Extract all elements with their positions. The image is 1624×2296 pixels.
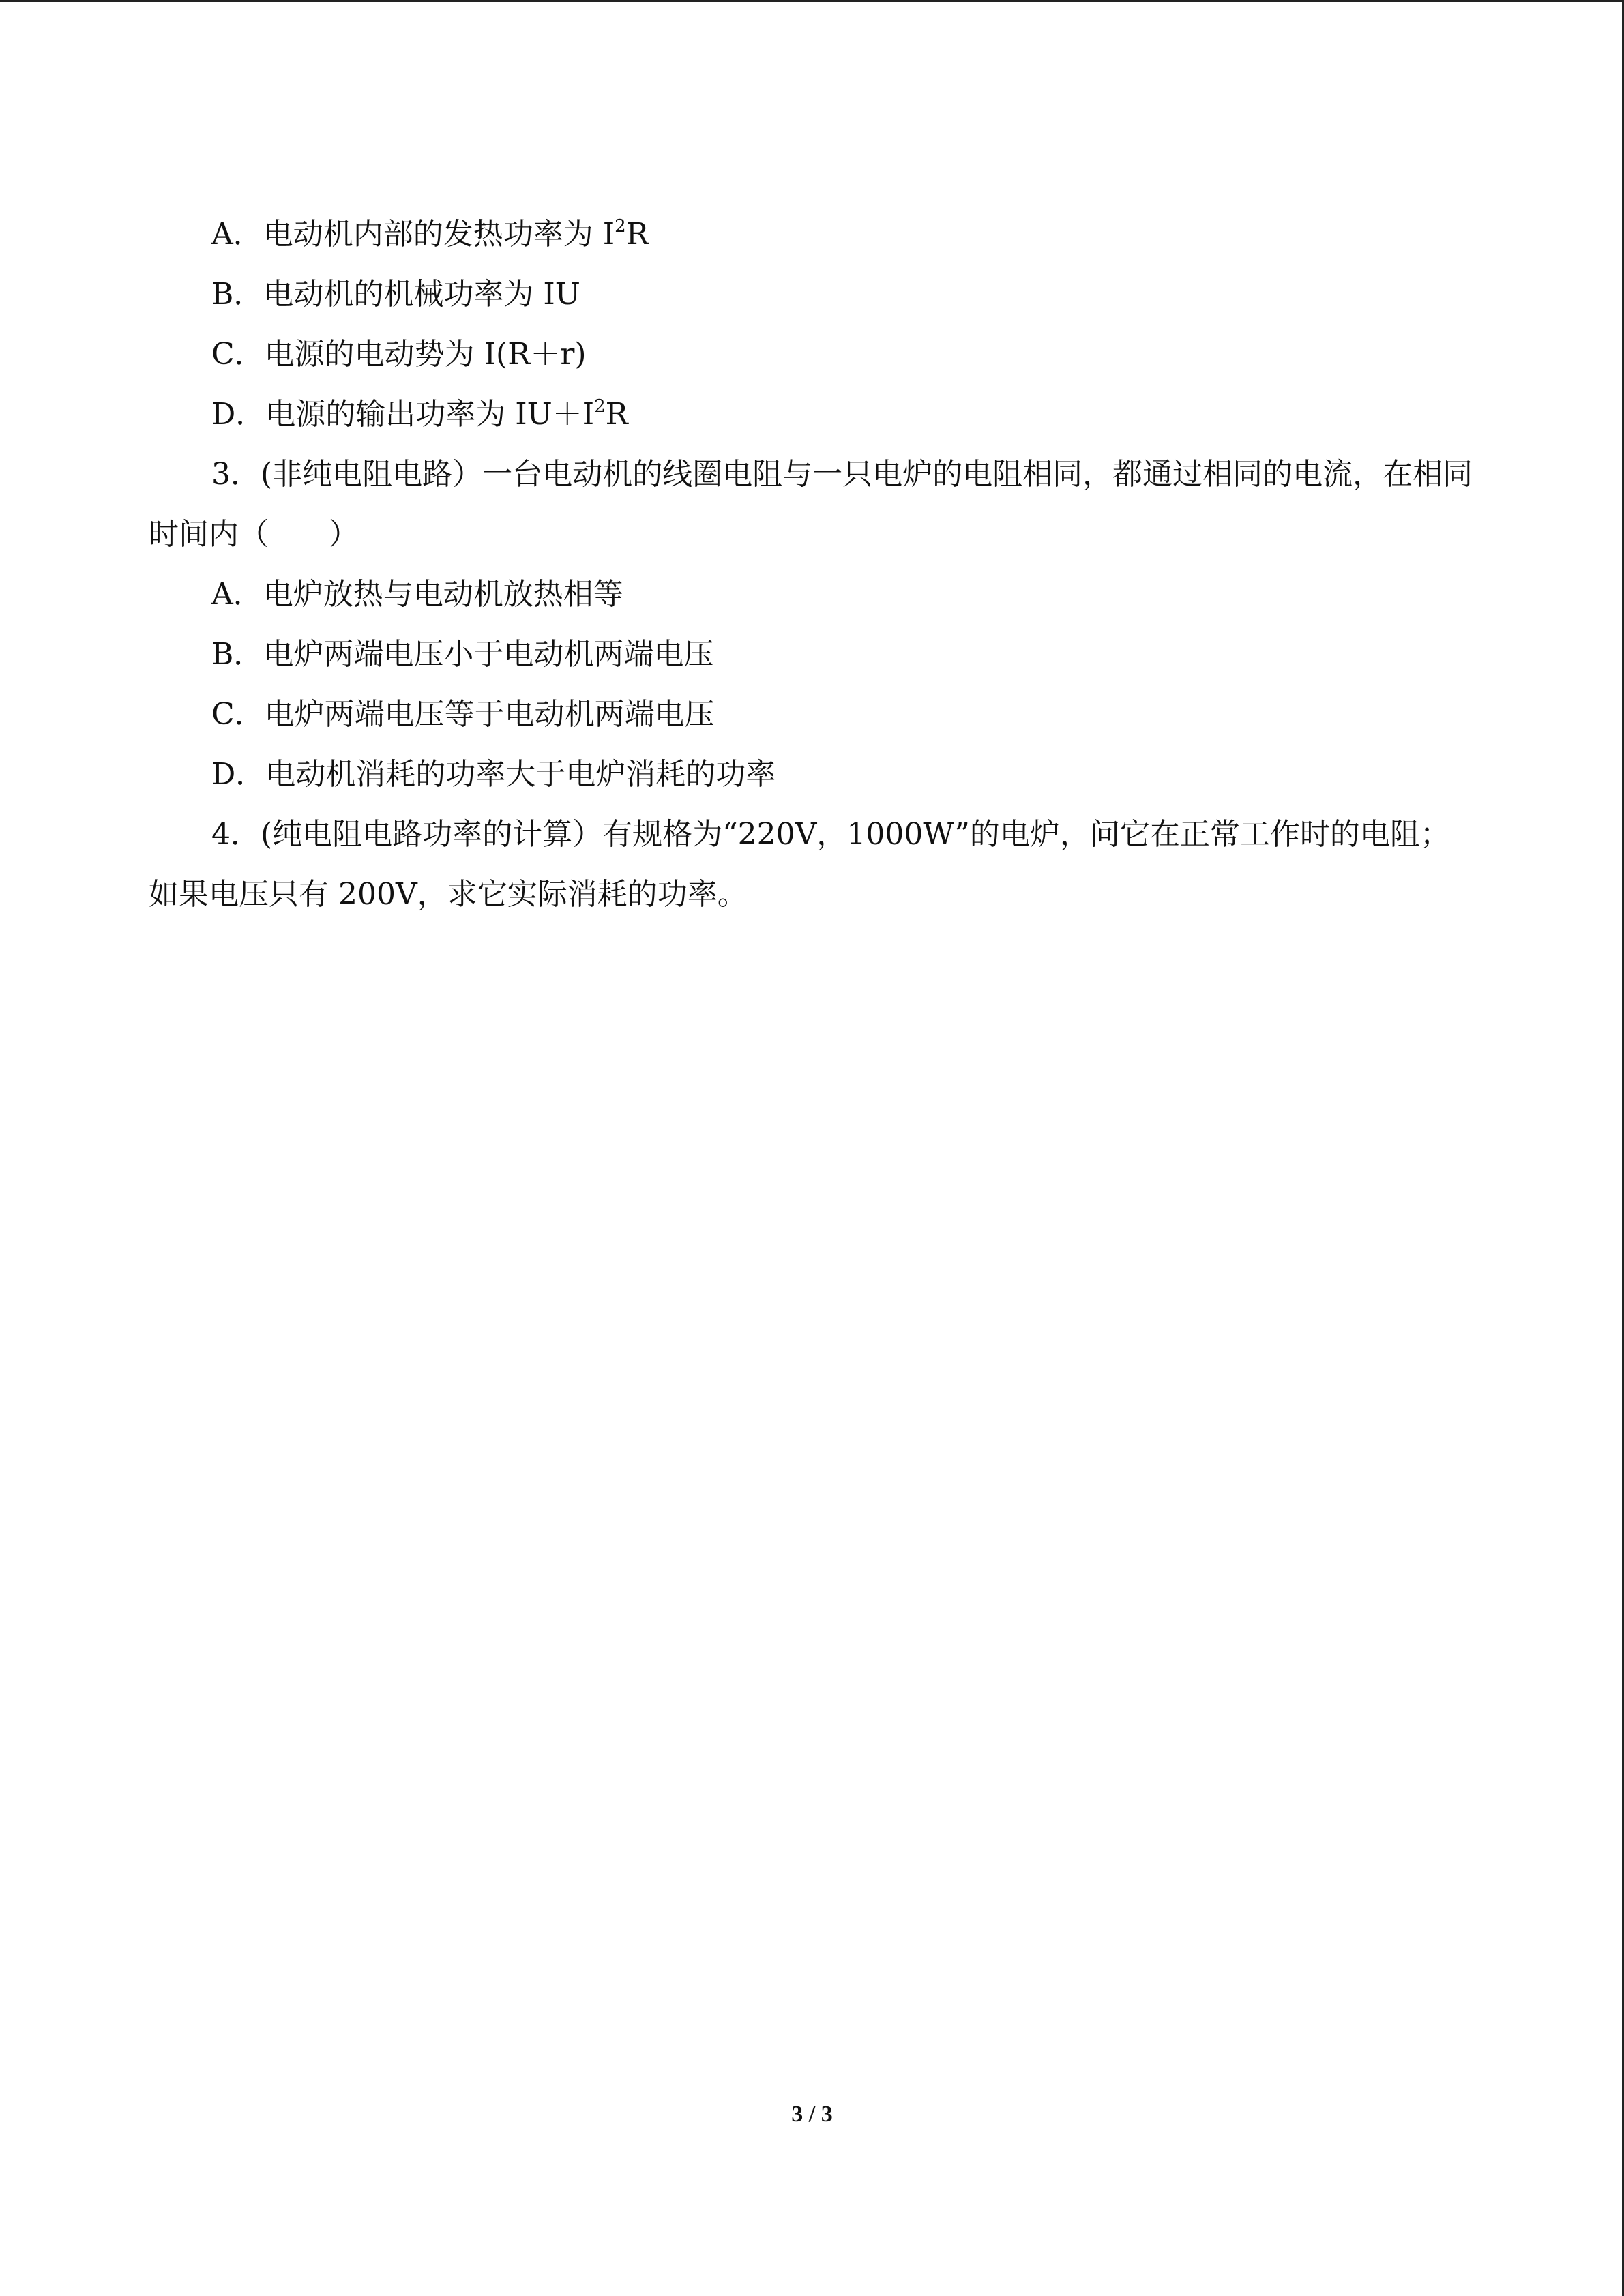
q2-option-c: [149, 325, 1476, 385]
q2-option-a-superscript: 2: [615, 216, 626, 237]
q2-option-d-tail: R: [605, 397, 628, 432]
q2-option-d: [149, 385, 1476, 445]
q2-option-d-text: D．电源的输出功率为 IU＋I: [211, 397, 595, 432]
q3-option-d: D．电动机消耗的功率大于电炉消耗的功率: [211, 757, 776, 792]
q2-option-a-tail: R: [625, 217, 649, 252]
q3-option-b: B．电炉两端电压小于电动机两端电压: [211, 637, 714, 672]
q3-stem: 3．(非纯电阻电路）一台电动机的线圈电阻与一只电炉的电阻相同，都通过相同的电流，在相同时间内（ ）: [149, 457, 1473, 552]
document-body: [149, 205, 1476, 925]
q2-option-d-superscript: 2: [594, 396, 606, 417]
q2-option-a-text: A．电动机内部的发热功率为 I: [211, 217, 615, 252]
page-number: 3 / 3: [791, 2102, 833, 2127]
q4-stem: 4．(纯电阻电路功率的计算）有规格为“220V，1000W”的电炉，问它在正常工作时的电阻；如果电压只有 200V，求它实际消耗的功率。: [149, 817, 1450, 912]
q2-option-a: [149, 205, 1476, 265]
q3-option-c: C．电炉两端电压等于电动机两端电压: [211, 697, 715, 732]
q2-option-c-text: C．电源的电动势为 I(R＋r): [211, 337, 587, 372]
q2-option-b: [149, 265, 1476, 325]
q2-option-b-text: B．电动机的机械功率为 IU: [211, 277, 580, 312]
q3-option-a: A．电炉放热与电动机放热相等: [211, 577, 623, 612]
page-top-border: [0, 0, 1624, 2]
